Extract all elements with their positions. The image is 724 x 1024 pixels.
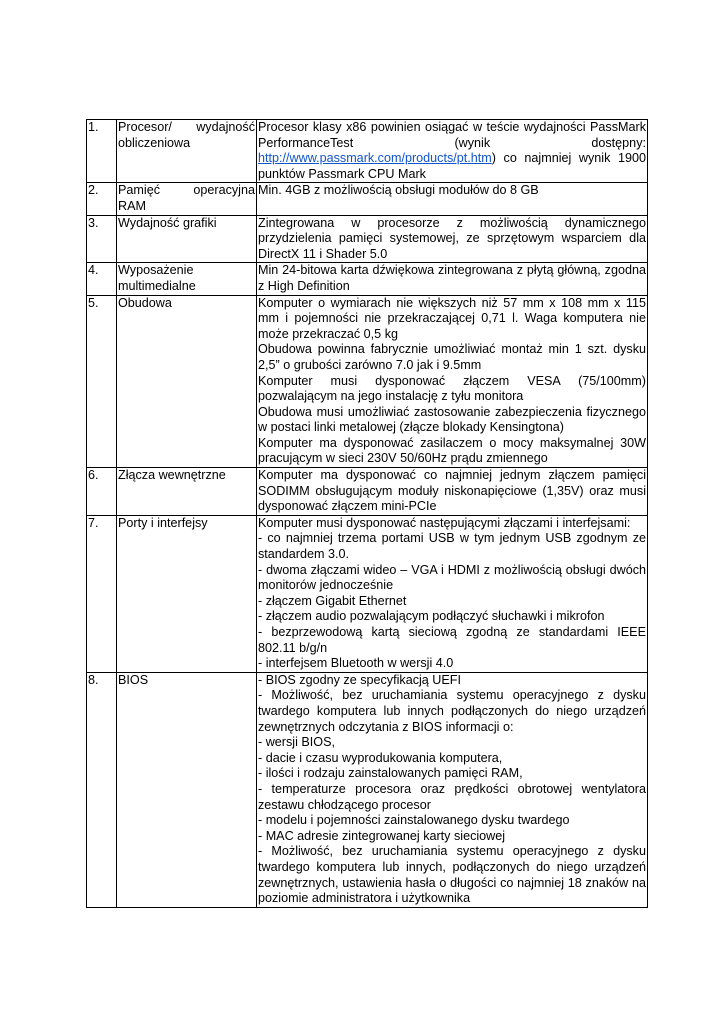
specification-table-body [87,120,648,908]
passmark-link[interactable]: http://www.passmark.com/products/pt.htm [258,151,492,166]
row-number: 1. [87,120,117,183]
requirement-description [257,120,648,183]
requirement-paragraph: - złączem audio pozwalającym podłączyć słuchawki i mikrofon [258,609,605,624]
requirement-description [257,295,648,468]
requirement-paragraph [258,120,646,182]
spec-row [87,295,648,468]
requirement-paragraph: - bezprzewodową kartą sieciową zgodną ze standardami IEEE 802.11 b/g/n [258,625,646,655]
spec-row [87,215,648,263]
requirement-text: ) co najmniej wynik 1900 punktów Passmark CPU Mark [258,151,646,181]
row-number: 8. [87,672,117,907]
requirement-description [257,468,648,516]
row-number: 7. [87,515,117,672]
parameter-name: Wyposażenie multimedialne [117,263,257,295]
requirement-paragraph: - dwoma złączami wideo – VGA i HDMI z możliwością obsługi dwóch monitorów jednocześnie [258,562,646,593]
requirement-description [257,263,648,295]
spec-row [87,263,648,295]
parameter-name: BIOS [117,672,257,907]
parameter-name: Pamięć operacyjna RAM [117,183,257,215]
requirement-paragraph: Min 24-bitowa karta dźwiękowa zintegrowana z płytą główną, zgodna z High Definition [258,263,646,293]
requirement-paragraph: - interfejsem Bluetooth w wersji 4.0 [258,656,454,671]
requirement-paragraph: Min. 4GB z możliwością obsługi modułów do 8 GB [258,183,539,198]
requirement-paragraph: - Możliwość, bez uruchamiania systemu operacyjnego z dysku twardego komputera lub innych podłączonych do niego urządzeń zewnętrznych odczytania z BIOS informacji o: [258,688,646,734]
row-number: 5. [87,295,117,468]
parameter-name: Złącza wewnętrzne [117,468,257,516]
requirement-paragraph: Zintegrowana w procesorze z możliwością dynamicznego przydzielenia pamięci systemowej, ze sprzętowym wsparciem dla DirectX 11 i Shader 5.0 [258,215,646,261]
requirement-paragraph: Komputer musi dysponować następującymi złączami i interfejsami: [258,515,631,530]
parameter-name: Wydajność grafiki [117,215,257,263]
parameter-name: Porty i interfejsy [117,515,257,672]
requirement-paragraph: - BIOS zgodny ze specyfikacją UEFI [258,672,461,687]
requirement-paragraph: Komputer musi dysponować złączem VESA (75/100mm) pozwalającym na jego instalację z tyłu monitora [258,373,646,404]
requirement-description [257,672,648,907]
requirement-paragraph: - temperaturze procesora oraz prędkości obrotowej wentylatora zestawu chłodzącego procesor [258,781,646,812]
spec-row [87,672,648,907]
requirement-paragraph: - złączem Gigabit Ethernet [258,593,407,608]
requirement-paragraph: - ilości i rodzaju zainstalowanych pamięci RAM, [258,766,523,781]
requirement-paragraph: Komputer ma dysponować co najmniej jednym złączem pamięci SODIMM obsługującym moduły niskonapięciowe (1,35V) oraz musi dysponować złączem mini-PCIe [258,468,646,514]
row-number: 3. [87,215,117,263]
requirement-description [257,215,648,263]
parameter-name: Obudowa [117,295,257,468]
parameter-name: Procesor/ wydajność obliczeniowa [117,120,257,183]
spec-row [87,183,648,215]
specification-table [86,119,648,908]
requirement-description [257,183,648,215]
requirement-paragraph: - co najmniej trzema portami USB w tym jednym USB zgodnym ze standardem 3.0. [258,531,646,562]
requirement-paragraph: - wersji BIOS, [258,735,335,750]
requirement-paragraph: Komputer ma dysponować zasilaczem o mocy maksymalnej 30W pracującym w sieci 230V 50/60Hz prądu zmiennego [258,435,646,466]
row-number: 6. [87,468,117,516]
requirement-paragraph: - Możliwość, bez uruchamiania systemu operacyjnego z dysku twardego komputera lub innych, podłączonych do niego urządzeń zewnętrznych, ustawienia hasła o długości co najmniej 18 znaków na poziomie administratora i użytkownika [258,844,646,906]
requirement-description [257,515,648,672]
requirement-paragraph: - modelu i pojemności zainstalowanego dysku twardego [258,813,570,828]
spec-row [87,468,648,516]
requirement-paragraph: Obudowa powinna fabrycznie umożliwiać montaż min 1 szt. dysku 2,5” o grubości zarówno 7.0 jak i 9.5mm [258,342,646,372]
requirement-paragraph: - MAC adresie zintegrowanej karty sieciowej [258,828,506,843]
requirement-paragraph: Obudowa musi umożliwiać zastosowanie zabezpieczenia fizycznego w postaci linki metalowej (złącze blokady Kensingtona) [258,404,646,435]
row-number: 4. [87,263,117,295]
spec-row [87,515,648,672]
row-number: 2. [87,183,117,215]
requirement-text: Procesor klasy x86 powinien osiągać w teście wydajności PassMark PerformanceTest (wynik dostępny: [258,120,646,150]
requirement-paragraph: Komputer o wymiarach nie większych niż 57 mm x 108 mm x 115 mm i pojemności nie przekraczającej 0,71 l. Waga komputera nie może przekraczać 0,5 kg [258,295,646,341]
spec-row [87,120,648,183]
requirement-paragraph: - dacie i czasu wyprodukowania komputera, [258,750,503,765]
